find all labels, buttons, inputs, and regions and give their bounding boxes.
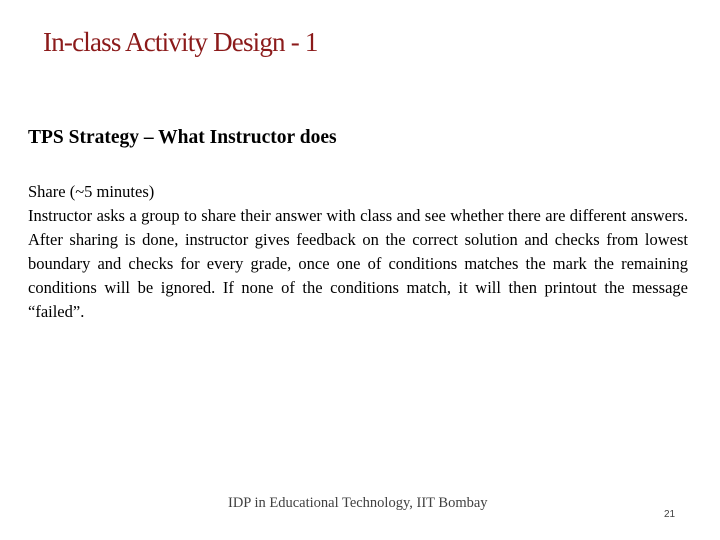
page-number: 21 <box>664 509 676 520</box>
share-label: Share (~5 minutes) <box>28 182 155 201</box>
section-heading: TPS Strategy – What Instructor does <box>28 127 337 148</box>
instructor-description: Instructor asks a group to share their answer with class and see whether there are different answers. After sharing is done, instructor gives feedback on the correct solution and checks from lowest boundary and checks for every grade, once one of conditions matches the mark the remaining conditions will be ignored. If none of the conditions match, it will then printout the message “failed”. <box>28 206 688 321</box>
footer-text: IDP in Educational Technology, IIT Bombay <box>228 495 488 511</box>
content-block <box>28 180 688 324</box>
slide-title: In-class Activity Design - 1 <box>43 27 318 57</box>
